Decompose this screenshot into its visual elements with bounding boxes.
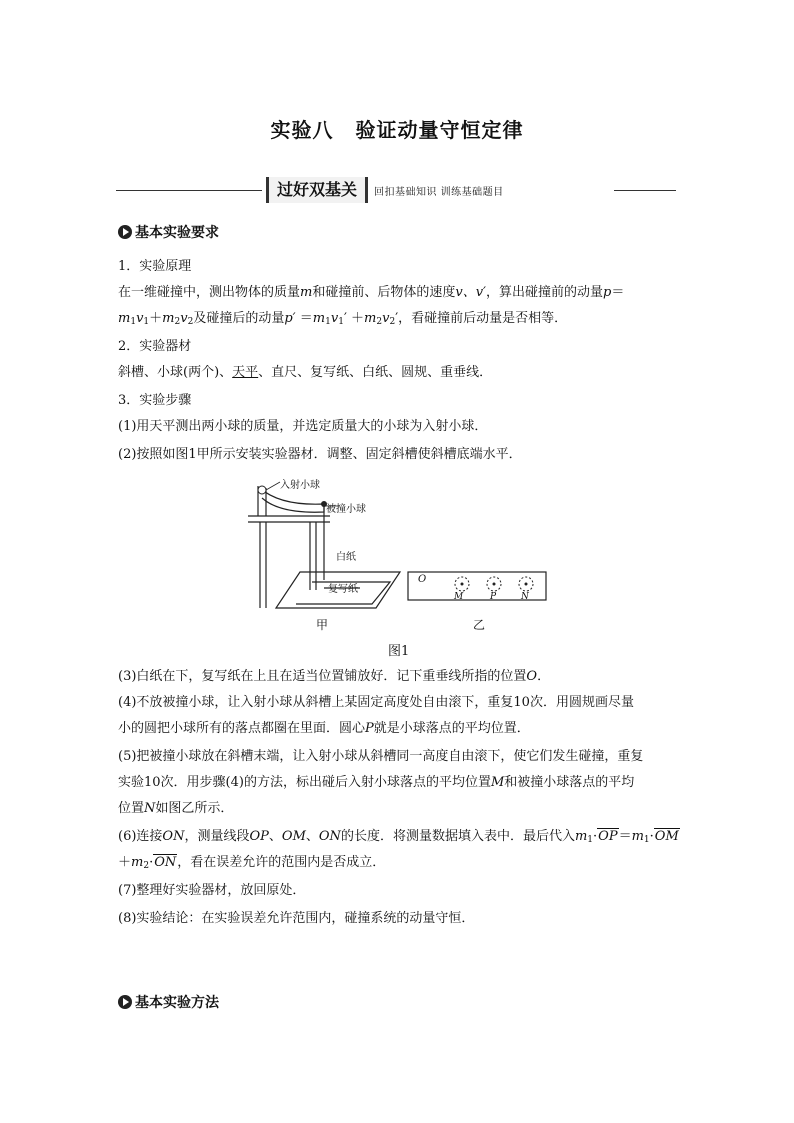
page-title	[0, 114, 794, 143]
play-circle-icon	[118, 225, 132, 239]
caption-a: 甲	[316, 618, 329, 632]
step-1: (1)用天平测出两小球的质量，并选定质量大的小球为入射小球．	[118, 419, 488, 434]
label-white-paper: 白纸	[336, 552, 356, 563]
step-3: (3)白纸在下，复写纸在上且在适当位置铺放好．记下重垂线所指的位置O．	[118, 669, 551, 684]
label-carbon-paper: 复写纸	[328, 584, 358, 595]
apparatus-diagram	[240, 476, 560, 616]
banner-rule-left	[116, 190, 262, 191]
label-point-p: P	[490, 592, 497, 602]
step-8: (8)实验结论：在实验误差允许范围内，碰撞系统的动量守恒．	[118, 911, 475, 926]
label-target-ball: 被撞小球	[326, 504, 366, 515]
title-part1: 实验八	[270, 118, 334, 142]
play-circle-icon	[118, 995, 132, 1009]
step-5-line-3: 位置N如图乙所示．	[118, 801, 234, 816]
equipment-list: 斜槽、小球(两个)、天平、直尺、复写纸、白纸、圆规、重垂线．	[118, 365, 493, 380]
section-title: 基本实验方法	[135, 995, 219, 1011]
step-4-line-1: (4)不放被撞小球，让入射小球从斜槽上某固定高度处自由滚下，重复10次．用圆规画尽量	[118, 695, 634, 710]
label-incident-ball: 入射小球	[280, 480, 320, 491]
figure-1	[240, 476, 560, 616]
label-point-m: M	[454, 592, 464, 602]
incident-ball	[258, 486, 266, 494]
step-4-line-2: 小的圆把小球所有的落点都圈在里面．圆心P就是小球落点的平均位置．	[118, 721, 530, 736]
step-5-line-2: 实验10次．用步骤(4)的方法，标出碰后入射小球落点的平均位置M和被撞小球落点的平均	[118, 775, 635, 790]
principle-line-1: 在一维碰撞中，测出物体的质量m和碰撞前、后物体的速度v、v′，算出碰撞前的动量p＝	[118, 285, 625, 300]
banner-rule-right	[614, 190, 676, 191]
heading-principle: 1．实验原理	[118, 259, 192, 274]
banner-subtitle: 回扣基础知识 训练基础题目	[374, 187, 504, 198]
step-6-line-2: $+m_2\cdot ON$，看在误差允许的范围内是否成立．	[118, 855, 386, 871]
principle-line-2: $m_1v_1+m_2v_2$及碰撞后的动量$p' =m_1v_1' +m_2v_2'$，看碰撞前后动量是否相等．	[118, 311, 568, 327]
label-point-o: O	[418, 574, 427, 585]
step-2: (2)按照如图1甲所示安装实验器材．调整、固定斜槽使斜槽底端水平．	[118, 447, 522, 462]
heading-steps: 3．实验步骤	[118, 393, 192, 408]
label-point-n: N	[521, 592, 529, 602]
section-heading-methods	[118, 994, 219, 1012]
banner-tab: 过好双基关	[266, 177, 368, 203]
caption-b: 乙	[473, 618, 486, 632]
section-heading-requirements	[118, 224, 219, 242]
section-title: 基本实验要求	[135, 225, 219, 241]
title-part2: 验证动量守恒定律	[355, 118, 524, 142]
step-6-line-1: (6)连接ON，测量线段OP、OM、ON的长度．将测量数据填入表中．最后代入$m_1\cdot OP=m_1\cdot OM$	[118, 829, 679, 845]
step-5-line-1: (5)把被撞小球放在斜槽末端，让入射小球从斜槽同一高度自由滚下，使它们发生碰撞，重复	[118, 749, 644, 764]
figure-caption: 图1	[388, 644, 410, 659]
section-banner	[116, 176, 676, 204]
step-7: (7)整理好实验器材，放回原处．	[118, 883, 306, 898]
heading-equipment: 2．实验器材	[118, 339, 192, 354]
